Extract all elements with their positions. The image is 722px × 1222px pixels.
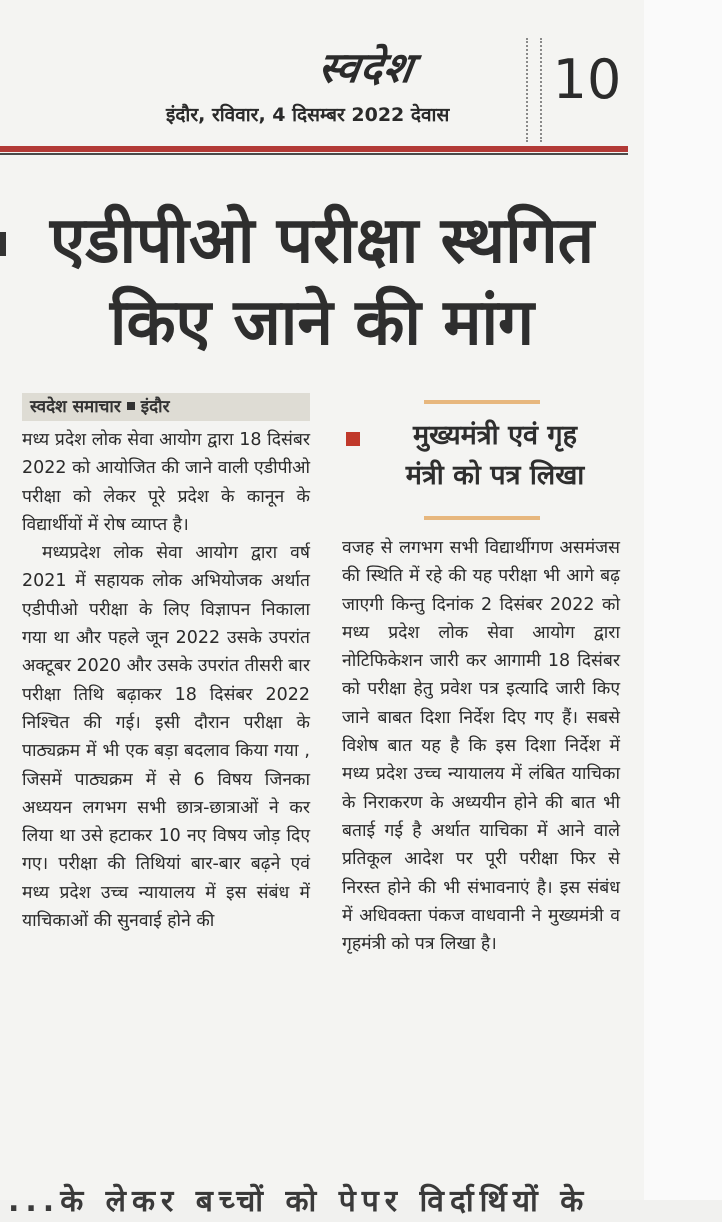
subheading-top-rule	[424, 400, 540, 404]
subheading-bottom-rule	[424, 516, 540, 520]
page-number: 10	[552, 48, 622, 111]
masthead-divider-2	[540, 38, 542, 142]
subheading-bullet-square	[346, 432, 360, 446]
next-article-text: ...के लेकर बच्चों को पेपर विर्दार्थियों के	[8, 1184, 590, 1219]
subheading-line-2: मंत्री को पत्र लिखा	[405, 460, 585, 491]
viewer-margin	[644, 0, 722, 1200]
next-article-headline-fragment	[0, 1176, 644, 1219]
masthead-logo: स्वदेश	[315, 43, 417, 92]
article-paragraph-2: मध्यप्रदेश लोक सेवा आयोग द्वारा वर्ष 2021 में सहायक लोक अभियोजक अर्थात एडीपीओ परीक्षा के लिए विज्ञापन निकाला गया था और पहले जून 2022 उसके उपरांत अक्टूबर 2020 और उसके उपरांत तीसरी बार परीक्षा तिथि बढ़ाकर 18 दिसंबर 2022 निश्चित की गई। इसी दौरान परीक्षा के पाठ्यक्रम में भी एक बड़ा बदलाव किया गया , जिसमें पाठ्यक्रम में से 6 विषय जिनका अध्ययन लगभग सभी छात्र-छात्राओं ने कर लिया था उसे हटाकर 10 नए विषय जोड़ दिए गए। परीक्षा की तिथियां बार-बार बढ़ने एवं मध्य प्रदेश उच्च न्यायालय में इस संबंध में याचिकाओं की सुनवाई होने की	[22, 543, 310, 932]
masthead-dateline: इंदौर, रविवार, 4 दिसम्बर 2022 देवास	[166, 104, 450, 126]
article-paragraph-3: वजह से लगभग सभी विद्यार्थीगण असमंजस की स्थिति में रहे की यह परीक्षा भी आगे बढ़ जाएगी किन्तु दिनांक 2 दिसंबर 2022 को मध्य प्रदेश लोक सेवा आयोग द्वारा नोटिफिकेशन जारी कर आगामी 18 दिसंबर को परीक्षा हेतु प्रवेश पत्र इत्यादि जारी किए जाने बाबत दिशा निर्देश दिए गए हैं। सबसे विशेष बात यह है कि इस दिशा निर्देश में मध्य प्रदेश उच्च न्यायालय में लंबित याचिका के निराकरण के अध्ययीन होने की बात भी बताई गई है अर्थात याचिका में आने वाले प्रतिकूल आदेश पर पूरी परीक्षा फिर से निरस्त होने की भी संभावनाएं है। इस संबंध में अधिवक्ता पंकज वाधवानी ने मुख्यमंत्री व गृहमंत्री को पत्र लिखा है।	[342, 538, 620, 955]
article-paragraph-1: मध्य प्रदेश लोक सेवा आयोग द्वारा 18 दिसंबर 2022 को आयोजित की जाने वाली एडीपीओ परीक्षा को लेकर पूरे प्रदेश के कानून के विद्यार्थीयों में रोष व्याप्त है।	[22, 430, 310, 535]
byline-place: इंदौर	[140, 397, 170, 417]
article-headline	[0, 200, 644, 364]
subheading-line-1: मुख्यमंत्री एवं गृह	[413, 420, 577, 451]
header-red-rule	[0, 146, 628, 152]
byline-source: स्वदेश समाचार	[30, 397, 121, 417]
byline	[22, 393, 310, 421]
article-column-2	[342, 534, 620, 958]
masthead-divider	[526, 38, 528, 142]
article-column-1	[22, 426, 310, 935]
subheading	[364, 416, 626, 496]
subheading-box	[340, 400, 626, 520]
headline-line-1: एडीपीओ परीक्षा स्थगित	[49, 204, 595, 278]
headline-line-2: किए जाने की मांग	[109, 286, 535, 360]
header-thin-rule	[0, 153, 628, 155]
byline-separator-square	[127, 402, 135, 410]
